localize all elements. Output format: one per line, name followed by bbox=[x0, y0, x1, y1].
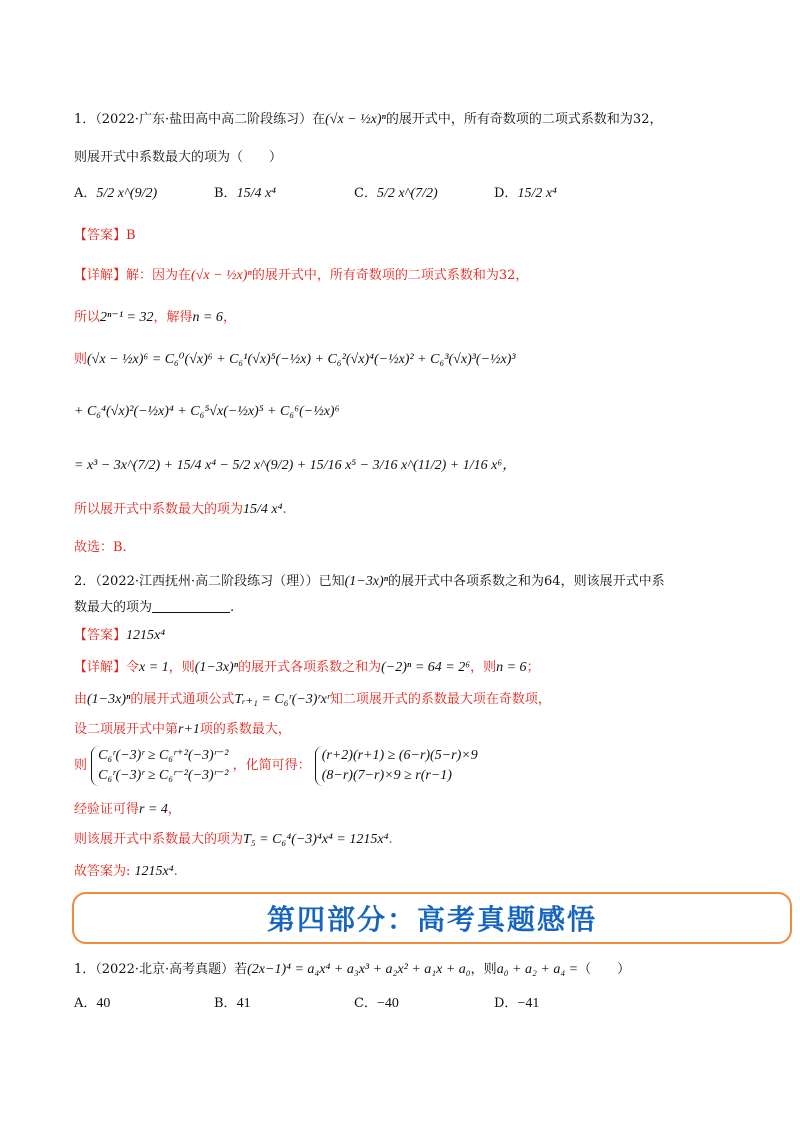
q3-stem: 1．（2022·北京·高考真题）若(2x−1)⁴ = a₄x⁴ + a₃x³ + a₂x² + a₁x + a₀，则a₀ + a₂ + a₄ =（ ） bbox=[74, 962, 631, 977]
q2-detail-line4: 则 C₆ʳ(−3)ʳ ≥ C₆ʳ⁺²(−3)ʳ⁻² C₆ʳ(−3)ʳ ≥ C₆ʳ⁻²(−3)ʳ⁻² ，化简可得： (r+2)(r+1) ≥ (6−r)(5−r)×9 (8−r)(7−r)×9 ≥ r(r−1) bbox=[74, 746, 478, 790]
q2-answer-blank[interactable] bbox=[152, 598, 230, 613]
q1-conclusion: 所以展开式中系数最大的项为15/4 x⁴. bbox=[74, 502, 287, 517]
section-banner bbox=[72, 892, 792, 944]
q2-detail-line6: 则该展开式中系数最大的项为T₅ = C₆⁴(−3)⁴x⁴ = 1215x⁴. bbox=[74, 832, 393, 847]
q1-detail-line1: 【详解】解：因为在(√x − ½x)ⁿ的展开式中，所有奇数项的二项式系数和为32， bbox=[74, 268, 529, 283]
q3-option-b[interactable]: B．41 bbox=[214, 996, 251, 1011]
q1-expansion-line3: = x³ − 3x^(7/2) + 15/4 x⁴ − 5/2 x^(9/2) + 15/16 x⁵ − 3/16 x^(11/2) + 1/16 x⁶， bbox=[74, 458, 517, 473]
q1-option-b[interactable]: B．15/4 x⁴ bbox=[214, 186, 277, 201]
q1-expansion-line1: 则(√x − ½x)⁶ = C₆⁰(√x)⁶ + C₆¹(√x)⁵(−½x) + C₆²(√x)⁴(−½x)² + C₆³(√x)³(−½x)³ bbox=[74, 352, 516, 367]
q2-detail-line1: 【详解】令x = 1，则(1−3x)ⁿ的展开式各项系数之和为(−2)ⁿ = 64 = 2⁶，则n = 6； bbox=[74, 660, 540, 675]
q1-stem-math: (√x − ½x)ⁿ bbox=[325, 112, 386, 127]
section-banner-title: 第四部分：高考真题感悟 bbox=[266, 903, 597, 936]
q3-option-a[interactable]: A．40 bbox=[74, 996, 111, 1011]
q2-stem-line2: 数最大的项为 . bbox=[74, 600, 235, 615]
q2-stem-line1: 2．（2022·江西抚州·高二阶段练习（理））已知(1−3x)ⁿ的展开式中各项系数之和为64，则该展开式中系 bbox=[74, 574, 665, 589]
q1-answer: 【答案】B bbox=[74, 228, 136, 243]
q1-detail-line2: 所以2ⁿ⁻¹ = 32，解得n = 6， bbox=[74, 310, 236, 325]
q1-choose: 故选：B. bbox=[74, 540, 127, 555]
q2-answer: 【答案】1215x⁴ bbox=[74, 628, 166, 643]
q1-option-c[interactable]: C．5/2 x^(7/2) bbox=[354, 186, 438, 201]
q2-detail-line5: 经验证可得r = 4， bbox=[74, 802, 181, 817]
q1-option-d[interactable]: D．15/2 x⁴ bbox=[494, 186, 557, 201]
q2-detail-line7: 故答案为: 1215x⁴. bbox=[74, 864, 178, 879]
q1-option-a[interactable]: A．5/2 x^(9/2) bbox=[74, 186, 158, 201]
q2-detail-line3: 设二项展开式中第r+1项的系数最大， bbox=[74, 722, 291, 737]
q1-stem-line1: 1．（2022·广东·盐田高中高二阶段练习）在(√x − ½x)ⁿ的展开式中，所有奇数项的二项式系数和为32， bbox=[74, 112, 663, 127]
q1-stem-line2: 则展开式中系数最大的项为（ ） bbox=[74, 150, 283, 165]
q3-option-c[interactable]: C．−40 bbox=[354, 996, 399, 1011]
q2-system-2: (r+2)(r+1) ≥ (6−r)(5−r)×9 (8−r)(7−r)×9 ≥ r(r−1) bbox=[315, 746, 478, 786]
q3-options bbox=[74, 994, 634, 1014]
q1-expansion-line2: + C₆⁴(√x)²(−½x)⁴ + C₆⁵√x(−½x)⁵ + C₆⁶(−½x)⁶ bbox=[74, 404, 340, 419]
q3-option-d[interactable]: D．−41 bbox=[494, 996, 540, 1011]
q2-system-1: C₆ʳ(−3)ʳ ≥ C₆ʳ⁺²(−3)ʳ⁻² C₆ʳ(−3)ʳ ≥ C₆ʳ⁻²(−3)ʳ⁻² bbox=[91, 746, 228, 786]
q2-detail-line2: 由(1−3x)ⁿ的展开式通项公式Tᵣ₊₁ = C₆ʳ(−3)ʳxʳ知二项展开式的系数最大项在奇数项， bbox=[74, 692, 551, 707]
q1-options bbox=[74, 184, 634, 204]
